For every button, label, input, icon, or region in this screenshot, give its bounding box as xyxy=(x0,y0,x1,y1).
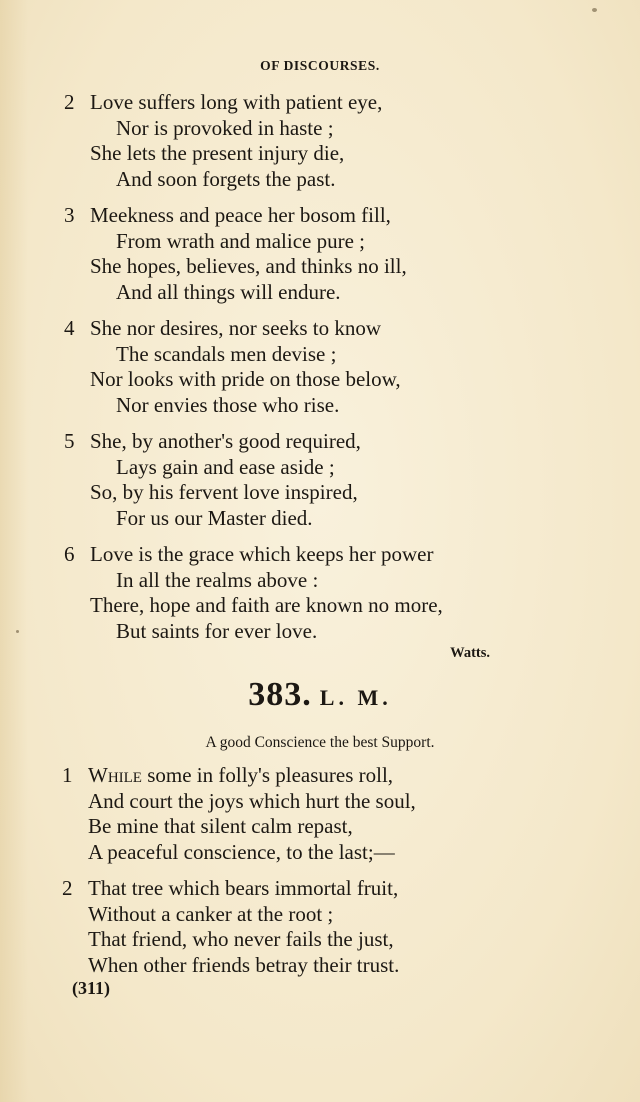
verse-line: Nor looks with pride on those below, xyxy=(90,367,401,391)
verse-line: That friend, who never fails the just, xyxy=(88,927,394,951)
verse-line: She nor desires, nor seeks to know xyxy=(90,316,382,340)
verse-6 xyxy=(0,542,640,644)
verse-line: And all things will endure. xyxy=(116,279,341,304)
verse-1 xyxy=(0,763,640,865)
verse-line: There, hope and faith are known no more, xyxy=(90,593,443,617)
verse-line: So, by his fervent love inspired, xyxy=(90,480,358,504)
verse-line: But saints for ever love. xyxy=(116,618,318,643)
verse-line xyxy=(0,763,640,789)
verse-line: Nor envies those who rise. xyxy=(116,392,340,417)
verse-line: For us our Master died. xyxy=(116,505,313,530)
verse-line: Nor is provoked in haste ; xyxy=(116,115,334,140)
verse-line: And court the joys which hurt the soul, xyxy=(88,788,416,813)
verse-number: 6 xyxy=(64,542,75,566)
verse-line: She lets the present injury die, xyxy=(90,141,345,165)
page-number: (311) xyxy=(72,978,110,998)
verse-line: From wrath and malice pure ; xyxy=(116,228,366,253)
hymn-meter: L. M. xyxy=(319,685,392,710)
verse-line: And soon forgets the past. xyxy=(116,166,336,191)
verse-2 xyxy=(0,90,640,192)
verse-line: Love is the grace which keeps her power xyxy=(90,542,434,566)
verse-number: 5 xyxy=(64,429,75,453)
hymn-heading xyxy=(0,676,640,714)
verse-line: Without a canker at the root ; xyxy=(88,901,334,926)
author-attribution: Watts. xyxy=(450,645,490,661)
verse-line: When other friends betray their trust. xyxy=(88,952,400,977)
hymn-number: 383. xyxy=(248,676,312,713)
first-line-rest: some in folly's pleasures roll, xyxy=(141,763,394,787)
verse-line: Love suffers long with patient eye, xyxy=(90,90,383,114)
verse-line: In all the realms above : xyxy=(116,567,319,592)
verse-line: Meekness and peace her bosom fill, xyxy=(90,203,391,227)
paper-speck xyxy=(16,630,19,633)
verse-line: That tree which bears immortal fruit, xyxy=(88,876,399,900)
verse-number: 3 xyxy=(64,203,75,227)
first-word: While xyxy=(88,763,142,787)
paper-speck xyxy=(592,8,597,12)
verse-line: Lays gain and ease aside ; xyxy=(116,454,335,479)
verse-line: A peaceful conscience, to the last;— xyxy=(88,839,395,864)
verse-5 xyxy=(0,429,640,531)
verse-number: 2 xyxy=(64,90,75,114)
verse-3 xyxy=(0,203,640,305)
hymn-subtitle: A good Conscience the best Support. xyxy=(205,734,435,751)
verse-line: The scandals men devise ; xyxy=(116,341,337,366)
running-head: OF DISCOURSES. xyxy=(260,58,380,73)
verse-2-hymn-383 xyxy=(0,876,640,978)
verse-line: Be mine that silent calm repast, xyxy=(88,814,353,838)
verse-number: 4 xyxy=(64,316,75,340)
verse-number: 2 xyxy=(62,876,73,900)
verse-line: She hopes, believes, and thinks no ill, xyxy=(90,254,407,278)
verse-number: 1 xyxy=(62,763,73,787)
verse-line: She, by another's good required, xyxy=(90,429,361,453)
verse-4 xyxy=(0,316,640,418)
